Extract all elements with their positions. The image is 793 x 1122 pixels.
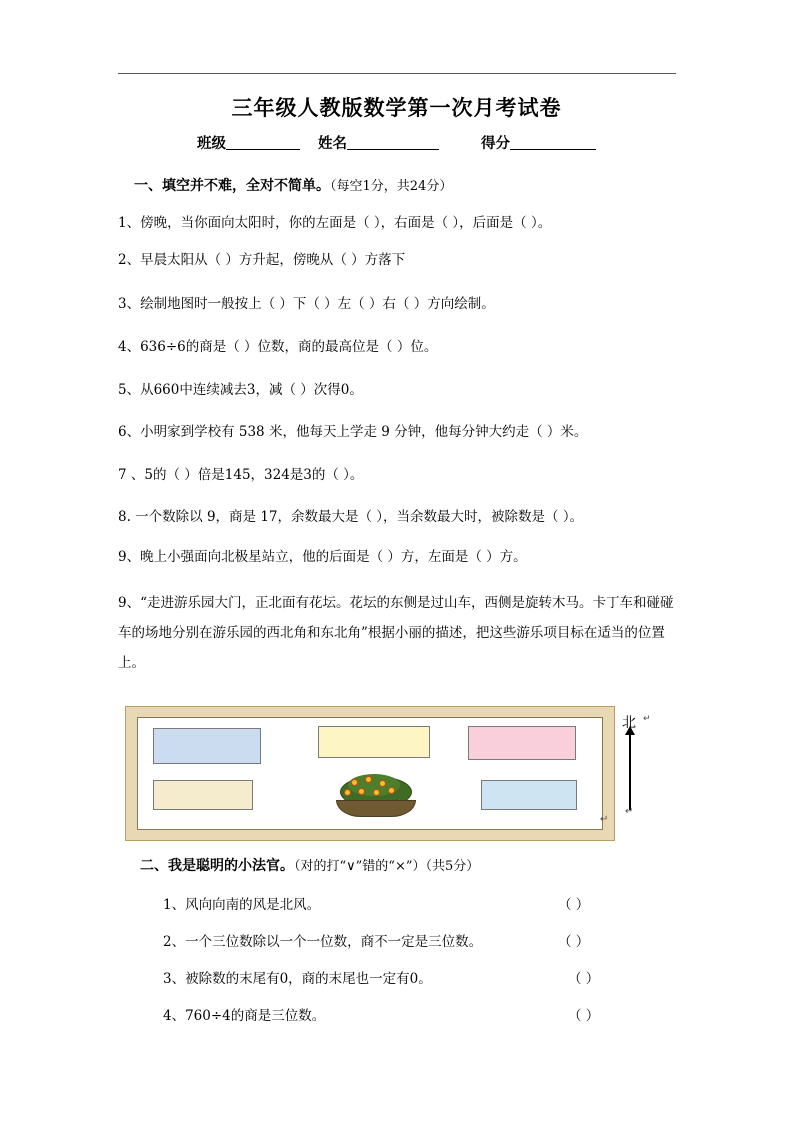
true-false-item-2: [163, 930, 590, 950]
name-label: 姓名: [318, 135, 347, 152]
score-label: 得分: [481, 135, 510, 152]
flower-pot: [336, 800, 416, 817]
page-title: 三年级人教版数学第一次月考试卷: [231, 95, 562, 120]
class-input[interactable]: [226, 134, 300, 150]
diagram-box-top-left[interactable]: [153, 728, 261, 764]
diagram-box-bottom-right[interactable]: [481, 780, 577, 810]
north-arrow-icon: [629, 734, 631, 810]
section-2-heading: [140, 855, 479, 875]
question-4: 4、636÷6的商是（ ）位数，商的最高位是（ ）位。: [118, 339, 438, 355]
section-2-heading-text: 二、我是聪明的小法官。: [140, 858, 294, 874]
section-1-heading-text: 一、填空并不难，全对不简单。: [134, 178, 330, 194]
question-6: 6、小明家到学校有 538 米，他每天上学走 9 分钟，他每分钟大约走（ ）米。: [118, 424, 588, 440]
true-false-item-3-text: 3、被除数的末尾有0，商的末尾也一定有0。: [163, 971, 432, 987]
flower-dot: [359, 789, 364, 794]
true-false-item-2-answer[interactable]: （ ）: [558, 934, 590, 950]
class-label: 班级: [197, 135, 226, 152]
question-5: 5、从660中连续减去3，减（ ）次得0。: [118, 382, 363, 398]
question-3: 3、绘制地图时一般按上（ ）下（ ）左（ ）右（ ）方向绘制。: [118, 296, 495, 312]
flower-dot: [374, 790, 379, 795]
true-false-item-1-text: 1、风向向南的风是北风。: [163, 897, 321, 913]
north-label: 北: [622, 715, 636, 731]
north-return-mark: ↵: [643, 714, 651, 724]
student-info-line: [0, 132, 793, 153]
flower-dot: [366, 777, 371, 782]
question-8: 8. 一个数除以 9，商是 17，余数最大是（ ），当余数最大时，被除数是（ ）。: [118, 509, 584, 525]
header-divider: [118, 73, 676, 74]
diagram-box-top-right[interactable]: [468, 726, 576, 760]
score-input[interactable]: [510, 134, 596, 150]
flower-bed-icon: [332, 774, 418, 816]
question-9: 9、晚上小强面向北极星站立，他的后面是（ ）方，左面是（ ）方。: [118, 549, 527, 565]
true-false-item-2-text: 2、一个三位数除以一个一位数，商不一定是三位数。: [163, 934, 483, 950]
true-false-item-4-text: 4、760÷4的商是三位数。: [163, 1008, 326, 1024]
true-false-item-1-answer[interactable]: （ ）: [558, 897, 590, 913]
section-1-heading: [134, 175, 452, 195]
question-2: 2、早晨太阳从（ ）方升起，傍晚从（ ）方落下: [118, 252, 406, 268]
true-false-item-1: [163, 893, 590, 913]
playground-diagram: [125, 706, 615, 841]
flower-dot: [345, 790, 350, 795]
diagram-box-top-center[interactable]: [318, 726, 430, 758]
section-2-heading-note: （对的打“∨”错的“×”）（共5分）: [294, 859, 480, 874]
question-1: 1、傍晚，当你面向太阳时，你的左面是（ ），右面是（ ），后面是（ ）。: [118, 215, 552, 231]
flower-dot: [380, 781, 385, 786]
true-false-item-3-answer[interactable]: （ ）: [568, 971, 600, 987]
true-false-item-4-answer[interactable]: （ ）: [568, 1008, 600, 1024]
diagram-inner-frame: [137, 717, 603, 830]
name-input[interactable]: [347, 134, 439, 150]
true-false-item-4: [163, 1004, 600, 1024]
true-false-item-3: [163, 967, 600, 987]
section-1-heading-note: （每空1分，共24分）: [330, 179, 453, 194]
diagram-box-bottom-left[interactable]: [153, 780, 253, 810]
return-mark-2: ↵: [625, 806, 634, 817]
question-7: 7 、5的（ ）倍是145，324是3的（ ）。: [118, 467, 364, 483]
return-mark-1: ↵: [600, 814, 609, 825]
question-9-paragraph: 9、“走进游乐园大门，正北面有花坛。花坛的东侧是过山车，西侧是旋转木马。卡丁车和碰碰车的场地分别在游乐园的西北角和东北角”根据小丽的描述，把这些游乐项目标在适当的位置上。: [118, 595, 674, 671]
flower-dot: [352, 780, 357, 785]
flower-dot: [389, 788, 394, 793]
